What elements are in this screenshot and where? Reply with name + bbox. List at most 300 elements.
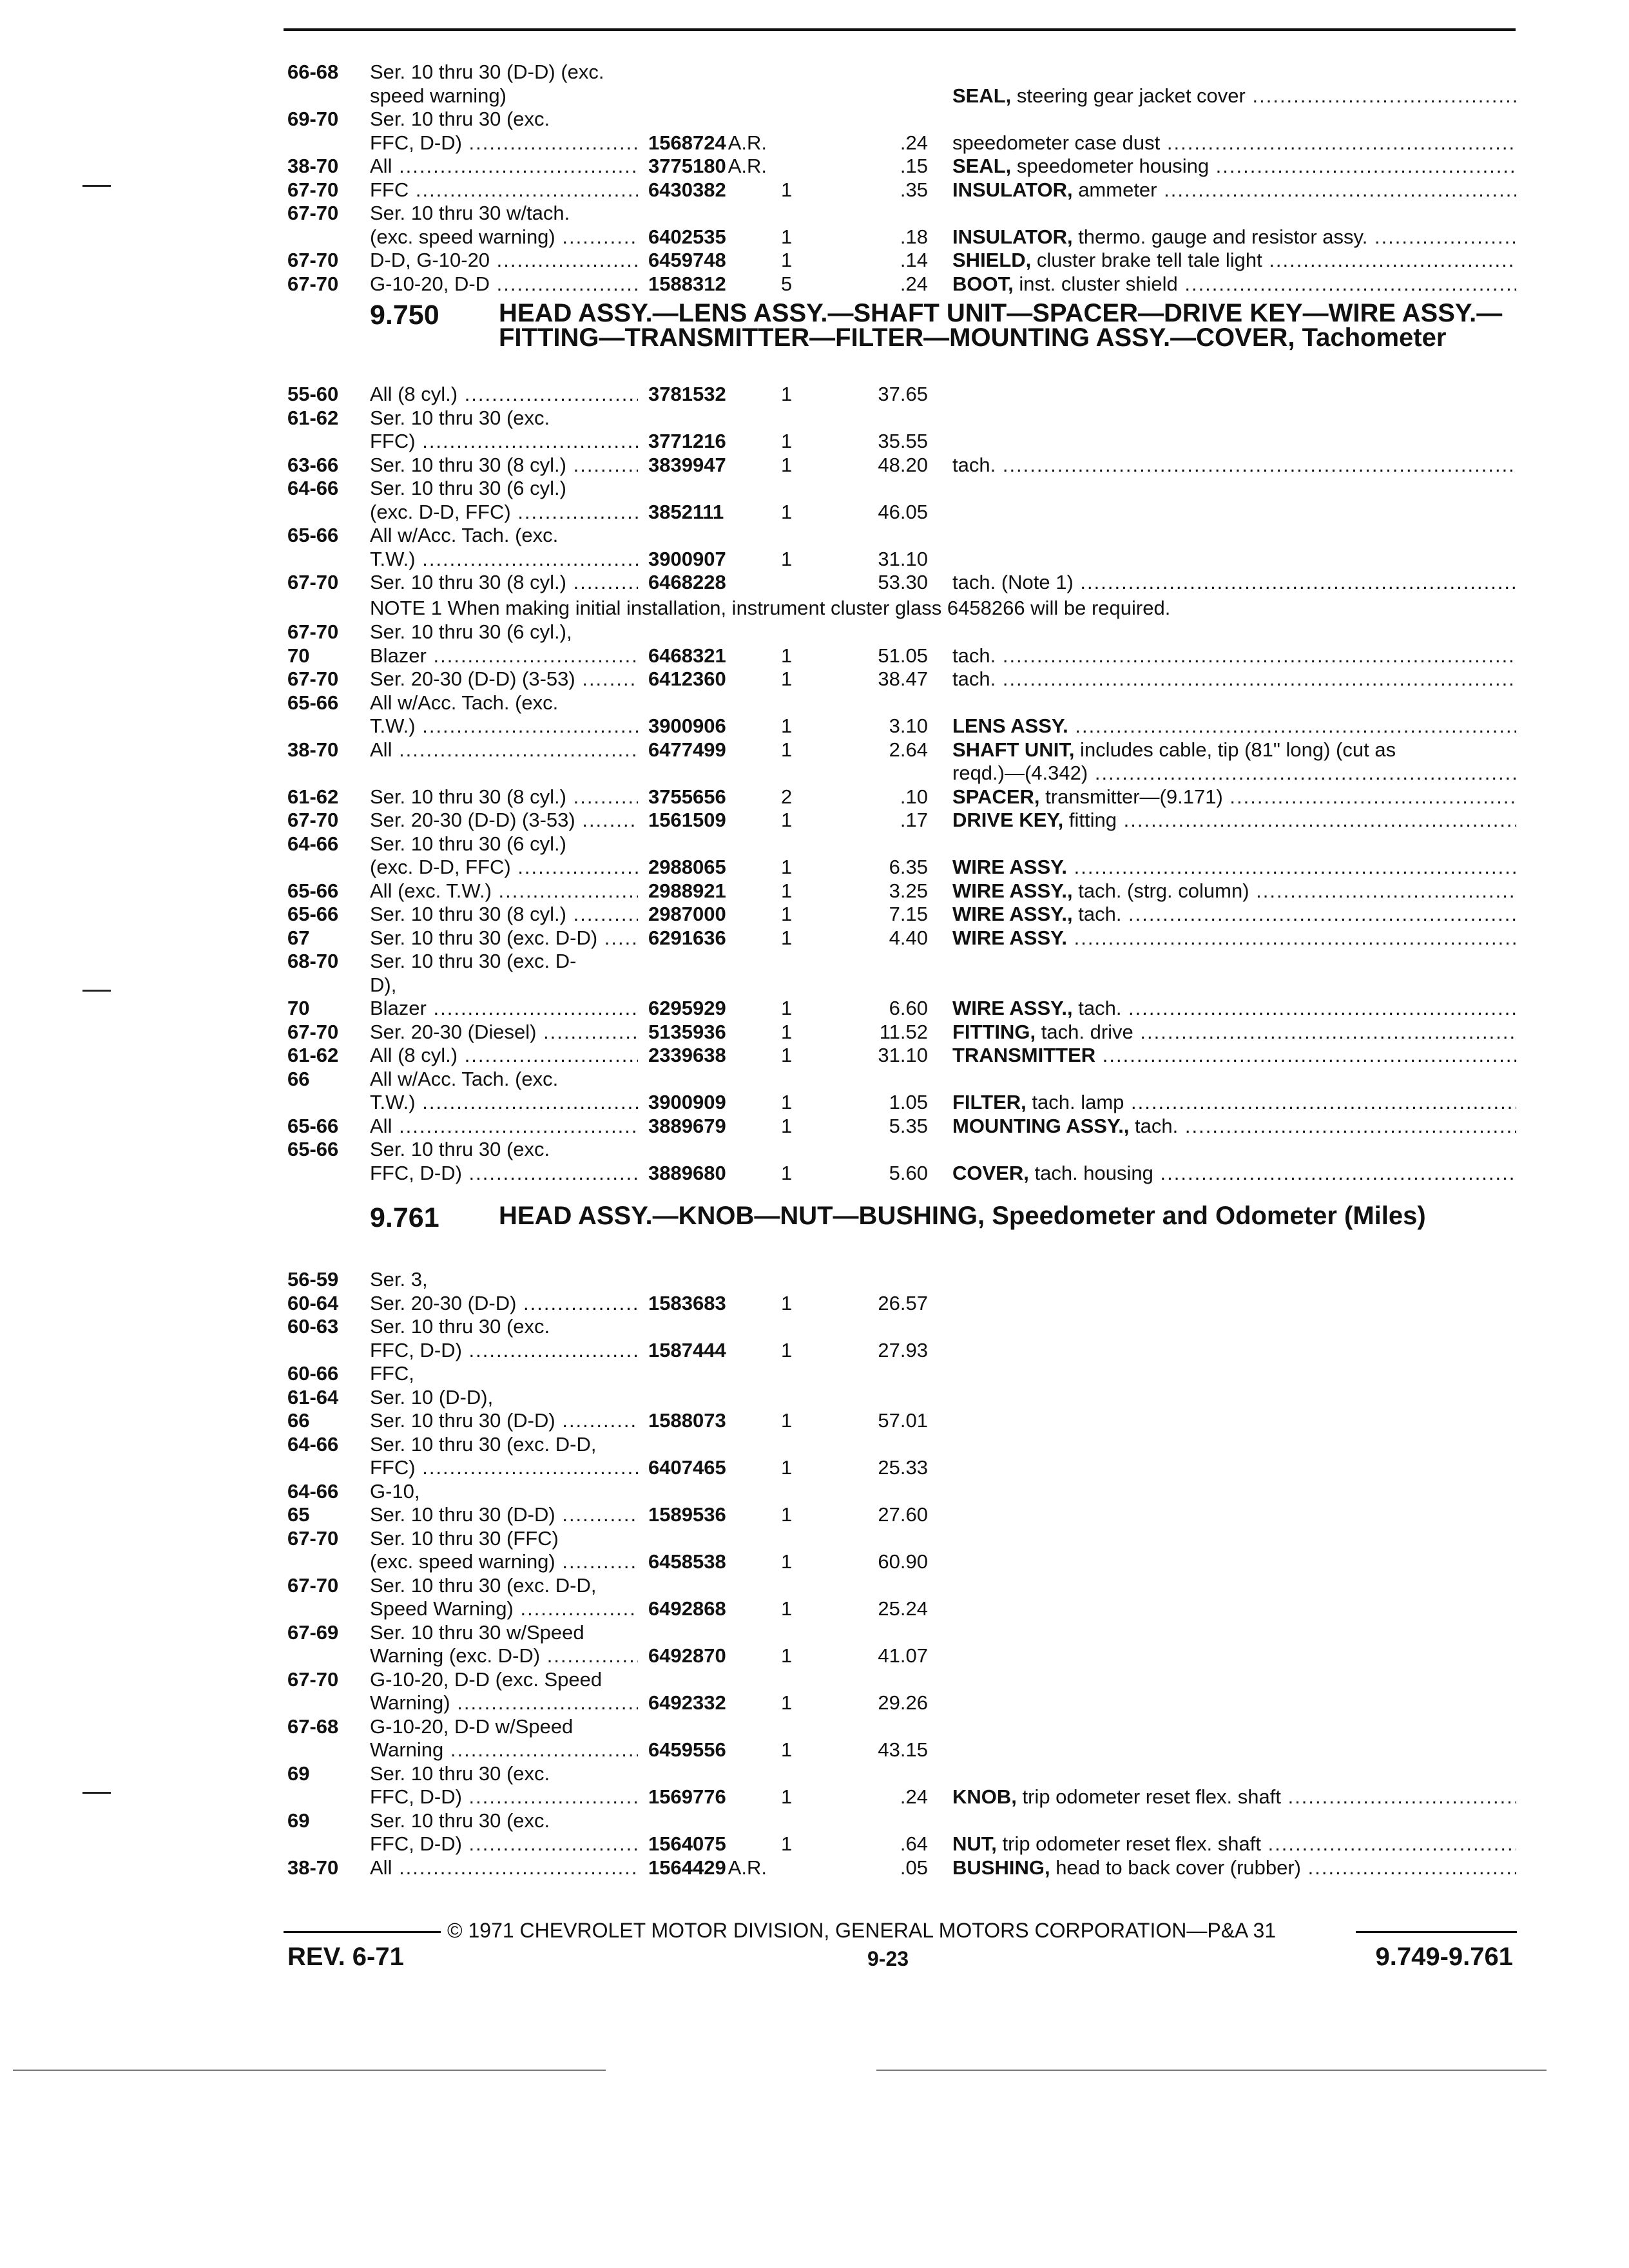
price: 6.35 bbox=[889, 856, 928, 878]
part-name: DRIVE KEY, bbox=[952, 809, 1064, 831]
part-name: SPACER, bbox=[952, 785, 1040, 808]
price: 37.65 bbox=[878, 383, 928, 405]
model-years: 67-70 bbox=[287, 571, 339, 593]
part-name: LENS ASSY. bbox=[952, 715, 1068, 737]
table-row bbox=[0, 1138, 1629, 1162]
part-number: 6458538 bbox=[648, 1550, 726, 1573]
application: Ser. 10 thru 30 w/tach. bbox=[370, 202, 570, 224]
price: 5.60 bbox=[889, 1161, 928, 1184]
application: FFC, D-D) ..... bbox=[370, 1339, 638, 1362]
part-name-cell bbox=[952, 668, 1516, 691]
table-row bbox=[0, 927, 1629, 951]
part-name: SEAL, bbox=[952, 155, 1012, 177]
table-row bbox=[0, 61, 1629, 85]
part-number: 6468321 bbox=[648, 644, 726, 667]
application: FFC, D-D) ..... bbox=[370, 1832, 638, 1856]
part-description: cluster brake tell tale light bbox=[1031, 249, 1262, 271]
application: All (8 cyl.) ..... bbox=[370, 383, 638, 406]
part-description: tach. housing bbox=[1028, 1161, 1153, 1184]
part-number-cell bbox=[648, 1832, 728, 1856]
part-number: 6407465 bbox=[648, 1456, 726, 1479]
quantity: 1 bbox=[781, 1785, 793, 1808]
price: 2.64 bbox=[889, 738, 928, 761]
part-name: WIRE ASSY. bbox=[952, 856, 1067, 878]
part-name-cell bbox=[952, 785, 1516, 809]
table-row bbox=[0, 1021, 1629, 1045]
model-years: 67-70 bbox=[287, 1526, 339, 1550]
table-row bbox=[0, 620, 1629, 645]
application: FFC, D-D) ..... bbox=[370, 1162, 638, 1185]
table-row bbox=[0, 155, 1629, 179]
quantity: 1 bbox=[781, 178, 793, 201]
application: speed warning) bbox=[370, 84, 506, 107]
application: Warning (exc. D-D) ..... bbox=[370, 1644, 638, 1667]
part-name: BUSHING, bbox=[952, 1856, 1050, 1879]
part-number: 3775180 bbox=[648, 155, 726, 177]
part-number-cell bbox=[648, 1574, 650, 1597]
table-row bbox=[0, 524, 1629, 548]
part-number: 3900909 bbox=[648, 1091, 726, 1113]
application: Ser. 10 thru 30 (exc. D- bbox=[370, 950, 577, 972]
model-years: 64-66 bbox=[287, 832, 339, 855]
part-name-cell bbox=[952, 1044, 1516, 1067]
part-number-cell bbox=[648, 1138, 650, 1161]
part-number-cell bbox=[648, 1409, 728, 1432]
quantity: 1 bbox=[781, 1409, 793, 1432]
part-name: NUT, bbox=[952, 1832, 997, 1855]
part-number: 6291636 bbox=[648, 926, 726, 949]
application: FFC, D-D) ..... bbox=[370, 131, 638, 155]
application: Ser. 10 thru 30 (exc. bbox=[370, 1315, 550, 1338]
part-number-cell bbox=[648, 620, 650, 644]
price: 29.26 bbox=[878, 1691, 928, 1714]
table-row bbox=[0, 249, 1629, 273]
part-number: 1583683 bbox=[648, 1291, 726, 1314]
quantity: 1 bbox=[781, 1161, 793, 1184]
price: 41.07 bbox=[878, 1644, 928, 1667]
part-number-cell bbox=[648, 1691, 728, 1715]
part-name-cell bbox=[952, 1162, 1516, 1185]
part-name-cell bbox=[952, 1091, 1516, 1114]
table-row bbox=[0, 738, 1629, 763]
part-name-cell bbox=[952, 997, 1516, 1020]
table-row bbox=[0, 1044, 1629, 1068]
table-row bbox=[0, 1339, 1629, 1363]
price: 7.15 bbox=[889, 903, 928, 925]
model-years: 38-70 bbox=[287, 155, 339, 177]
price: 46.05 bbox=[878, 500, 928, 523]
part-name: SHAFT UNIT, bbox=[952, 738, 1075, 761]
model-years: 67-70 bbox=[287, 1573, 339, 1597]
part-number-cell bbox=[648, 1597, 728, 1620]
table-row bbox=[0, 84, 1629, 109]
part-name: KNOB, bbox=[952, 1785, 1017, 1808]
application: G-10-20, D-D (exc. Speed bbox=[370, 1667, 602, 1691]
part-number-cell bbox=[648, 571, 728, 594]
table-row bbox=[0, 1809, 1629, 1834]
part-number-cell bbox=[648, 1480, 650, 1503]
table-row bbox=[0, 501, 1629, 525]
quantity: 1 bbox=[781, 715, 793, 737]
quantity: 1 bbox=[781, 1456, 793, 1479]
part-number: 2987000 bbox=[648, 903, 726, 925]
part-name-cell bbox=[952, 131, 1516, 155]
part-name: INSULATOR, bbox=[952, 225, 1073, 248]
part-name: INSULATOR, bbox=[952, 178, 1073, 201]
application: D), bbox=[370, 973, 397, 996]
price: .35 bbox=[900, 178, 928, 201]
part-description: head to back cover (rubber) bbox=[1050, 1856, 1302, 1879]
part-name-cell bbox=[952, 644, 1516, 668]
revision-label: REV. 6-71 bbox=[287, 1943, 404, 1971]
part-description: transmitter—(9.171) bbox=[1039, 785, 1223, 808]
part-name: TRANSMITTER bbox=[952, 1044, 1096, 1066]
part-description: tach. (Note 1) bbox=[952, 571, 1074, 593]
part-number-cell bbox=[648, 1809, 650, 1832]
section-title: HEAD ASSY.—KNOB—NUT—BUSHING, Speedometer and Odometer (Miles) bbox=[499, 1202, 1426, 1230]
application: Ser. 10 thru 30 (exc. bbox=[370, 108, 550, 130]
part-number: 2988065 bbox=[648, 856, 726, 878]
note-text: NOTE 1 When making initial installation, instrument cluster glass 6458266 will be required. bbox=[370, 597, 1171, 619]
part-name: WIRE ASSY., bbox=[952, 903, 1073, 925]
application: Ser. 10 thru 30 (D-D) ..... bbox=[370, 1503, 638, 1526]
part-number-cell bbox=[648, 644, 728, 668]
model-years: 61-62 bbox=[287, 1044, 339, 1066]
part-number: 6492870 bbox=[648, 1644, 726, 1667]
part-number-cell bbox=[648, 1315, 650, 1338]
part-number: 3755656 bbox=[648, 785, 726, 808]
part-number-cell bbox=[648, 785, 728, 809]
quantity: 1 bbox=[781, 1832, 793, 1855]
part-number: 2988921 bbox=[648, 879, 726, 902]
application: All w/Acc. Tach. (exc. bbox=[370, 1067, 559, 1090]
application: All w/Acc. Tach. (exc. bbox=[370, 691, 559, 714]
application: All ..... bbox=[370, 155, 638, 178]
part-number-cell bbox=[648, 974, 650, 997]
part-number-cell bbox=[648, 1621, 650, 1644]
part-number-cell bbox=[648, 1068, 650, 1091]
model-years: 67-70 bbox=[287, 1020, 339, 1043]
part-description: speedometer housing bbox=[1011, 155, 1210, 177]
price: 25.33 bbox=[878, 1456, 928, 1479]
application: Ser. 10 thru 30 (D-D) ..... bbox=[370, 1409, 638, 1432]
part-number-cell bbox=[648, 762, 650, 785]
application: Ser. 10 thru 30 (exc. bbox=[370, 406, 550, 429]
part-number-cell bbox=[648, 524, 650, 547]
model-years: 64-66 bbox=[287, 1479, 339, 1503]
application: FFC, bbox=[370, 1362, 414, 1385]
quantity: 1 bbox=[781, 644, 793, 667]
part-number-cell bbox=[648, 1738, 728, 1762]
application: T.W.) ..... bbox=[370, 715, 638, 738]
price: .05 bbox=[900, 1856, 928, 1879]
part-number: 1564429 bbox=[648, 1856, 726, 1879]
part-description: inst. cluster shield bbox=[1013, 272, 1178, 295]
price: 26.57 bbox=[878, 1291, 928, 1314]
part-number: 6459556 bbox=[648, 1738, 726, 1761]
table-row bbox=[0, 1503, 1629, 1528]
part-name-cell bbox=[952, 249, 1516, 272]
copyright-line: © 1971 CHEVROLET MOTOR DIVISION, GENERAL MOTORS CORPORATION—P&A 31 bbox=[447, 1919, 1277, 1942]
table-row bbox=[0, 1856, 1629, 1881]
part-number: 6468228 bbox=[648, 571, 726, 593]
quantity-note: A.R. bbox=[728, 155, 767, 177]
application: Speed Warning) ..... bbox=[370, 1597, 638, 1620]
quantity: 1 bbox=[781, 1550, 793, 1573]
table-row bbox=[0, 1691, 1629, 1716]
price: .64 bbox=[900, 1832, 928, 1855]
model-years: 38-70 bbox=[287, 738, 339, 761]
application: Ser. 10 thru 30 (8 cyl.) ..... bbox=[370, 903, 638, 926]
part-number-cell bbox=[648, 155, 767, 178]
part-number: 3889680 bbox=[648, 1161, 726, 1184]
part-name-cell bbox=[952, 738, 1516, 762]
model-years: 65-66 bbox=[287, 691, 339, 714]
part-number-cell bbox=[648, 832, 650, 856]
quantity: 1 bbox=[781, 997, 793, 1019]
part-name-cell bbox=[952, 178, 1516, 202]
price: 60.90 bbox=[878, 1550, 928, 1573]
part-name-cell bbox=[952, 903, 1516, 926]
part-name-cell bbox=[952, 879, 1516, 903]
quantity: 1 bbox=[781, 1044, 793, 1066]
part-number: 3839947 bbox=[648, 453, 726, 476]
quantity: 1 bbox=[781, 1691, 793, 1714]
price: .24 bbox=[900, 272, 928, 295]
part-name: BOOT, bbox=[952, 272, 1014, 295]
part-name-cell bbox=[952, 1785, 1516, 1809]
part-description: tach. bbox=[1072, 903, 1122, 925]
application: All ..... bbox=[370, 1115, 638, 1138]
application: (exc. speed warning) ..... bbox=[370, 1550, 638, 1573]
model-years: 61-64 bbox=[287, 1385, 339, 1408]
part-name: WIRE ASSY., bbox=[952, 879, 1073, 902]
section-title: HEAD ASSY.—LENS ASSY.—SHAFT UNIT—SPACER—DRIVE KEY—WIRE ASSY.—FITTING—TRANSMITTER—FILTER—MOUNTING ASSY.—COVER, Tachometer bbox=[499, 299, 1503, 352]
section-range: 9.749-9.761 bbox=[1375, 1943, 1513, 1971]
quantity: 1 bbox=[781, 903, 793, 925]
application: Warning) ..... bbox=[370, 1691, 638, 1715]
part-number: 3900907 bbox=[648, 547, 726, 570]
part-number-cell bbox=[648, 691, 650, 715]
application: All w/Acc. Tach. (exc. bbox=[370, 524, 559, 546]
price: 38.47 bbox=[878, 668, 928, 690]
part-name: SEAL, bbox=[952, 84, 1012, 107]
part-number: 6459748 bbox=[648, 249, 726, 271]
quantity: 1 bbox=[781, 738, 793, 761]
table-row bbox=[0, 1668, 1629, 1693]
table-row bbox=[0, 644, 1629, 669]
model-years: 67-69 bbox=[287, 1620, 339, 1644]
table-row bbox=[0, 715, 1629, 739]
application: G-10-20, D-D w/Speed bbox=[370, 1715, 574, 1738]
quantity: 1 bbox=[781, 1644, 793, 1667]
model-years: 67-70 bbox=[287, 249, 339, 271]
price: .15 bbox=[900, 155, 928, 177]
application: (exc. D-D, FFC) ..... bbox=[370, 501, 638, 524]
application: Warning ..... bbox=[370, 1738, 638, 1762]
part-description: tach. bbox=[952, 453, 996, 476]
part-number-cell bbox=[648, 548, 728, 571]
model-years: 67-70 bbox=[287, 809, 339, 831]
part-number-cell bbox=[648, 407, 650, 430]
page-number: 9-23 bbox=[867, 1947, 909, 1970]
part-number-cell bbox=[648, 1550, 728, 1573]
part-number: 3900906 bbox=[648, 715, 726, 737]
table-row bbox=[0, 430, 1629, 454]
quantity: 1 bbox=[781, 856, 793, 878]
application: G-10-20, D-D ..... bbox=[370, 273, 638, 296]
part-name-cell bbox=[952, 155, 1516, 178]
table-row bbox=[0, 974, 1629, 998]
part-number-cell bbox=[648, 202, 650, 225]
quantity: 1 bbox=[781, 500, 793, 523]
quantity: 1 bbox=[781, 926, 793, 949]
part-number-cell bbox=[648, 61, 650, 84]
price: .24 bbox=[900, 1785, 928, 1808]
price: 51.05 bbox=[878, 644, 928, 667]
model-years: 65-66 bbox=[287, 879, 339, 902]
model-years: 38-70 bbox=[287, 1856, 339, 1879]
application: Ser. 10 thru 30 (8 cyl.) ..... bbox=[370, 454, 638, 477]
model-years: 66 bbox=[287, 1409, 310, 1432]
part-description: tach. bbox=[1129, 1114, 1179, 1137]
part-number-cell bbox=[648, 1362, 650, 1385]
table-row bbox=[0, 131, 1629, 156]
model-years: 65-66 bbox=[287, 903, 339, 925]
part-number-cell bbox=[648, 1762, 650, 1785]
quantity: 1 bbox=[781, 668, 793, 690]
part-number-cell bbox=[648, 84, 650, 108]
part-name-cell bbox=[952, 273, 1516, 296]
quantity: 1 bbox=[781, 1291, 793, 1314]
price: 25.24 bbox=[878, 1597, 928, 1620]
application: Ser. 10 thru 30 (exc. D-D, bbox=[370, 1432, 597, 1456]
part-number: 3781532 bbox=[648, 383, 726, 405]
quantity: 1 bbox=[781, 809, 793, 831]
price: 11.52 bbox=[879, 1020, 928, 1043]
application: FFC ..... bbox=[370, 178, 638, 202]
table-row bbox=[0, 1527, 1629, 1552]
model-years: 69 bbox=[287, 1809, 310, 1832]
application: FFC) ..... bbox=[370, 430, 638, 453]
quantity: 1 bbox=[781, 1338, 793, 1361]
part-number: 1569776 bbox=[648, 1785, 726, 1808]
table-row bbox=[0, 273, 1629, 297]
table-row bbox=[0, 856, 1629, 880]
model-years: 67-70 bbox=[287, 1667, 339, 1691]
part-number: 6477499 bbox=[648, 738, 726, 761]
table-row bbox=[0, 879, 1629, 904]
model-years: 56-59 bbox=[287, 1268, 339, 1291]
part-description: tach. bbox=[952, 668, 996, 690]
price: 43.15 bbox=[878, 1738, 928, 1761]
part-name: WIRE ASSY., bbox=[952, 997, 1073, 1019]
part-name-cell bbox=[952, 715, 1516, 738]
part-number-cell bbox=[648, 1785, 728, 1809]
application: Ser. 10 thru 30 (FFC) bbox=[370, 1526, 559, 1550]
model-years: 55-60 bbox=[287, 383, 339, 405]
model-years: 66-68 bbox=[287, 61, 339, 83]
part-name-cell bbox=[952, 226, 1516, 249]
table-row bbox=[0, 1597, 1629, 1622]
part-number: 3852111 bbox=[648, 500, 724, 523]
part-number-cell bbox=[648, 501, 726, 524]
price: .10 bbox=[900, 785, 928, 808]
part-number: 1588073 bbox=[648, 1409, 726, 1432]
quantity: 1 bbox=[781, 383, 793, 405]
part-number-cell bbox=[648, 715, 728, 738]
part-number: 6412360 bbox=[648, 668, 726, 690]
model-years: 64-66 bbox=[287, 477, 339, 499]
model-years: 67-70 bbox=[287, 178, 339, 201]
price: 3.10 bbox=[889, 715, 928, 737]
part-name-cell bbox=[952, 1856, 1516, 1879]
part-name-cell bbox=[952, 84, 1516, 108]
price: 1.05 bbox=[889, 1091, 928, 1113]
table-row bbox=[0, 226, 1629, 250]
price: 48.20 bbox=[878, 453, 928, 476]
application: All ..... bbox=[370, 738, 638, 762]
model-years: 65-66 bbox=[287, 1114, 339, 1137]
part-number: 6492868 bbox=[648, 1597, 726, 1620]
part-name-cell bbox=[952, 809, 1516, 832]
table-row bbox=[0, 1409, 1629, 1434]
model-years: 63-66 bbox=[287, 453, 339, 476]
part-number: 3771216 bbox=[648, 430, 726, 452]
price: 31.10 bbox=[878, 1044, 928, 1066]
part-number: 6492332 bbox=[648, 1691, 726, 1714]
part-number-cell bbox=[648, 1386, 650, 1409]
model-years: 67-70 bbox=[287, 668, 339, 690]
price: 27.60 bbox=[878, 1503, 928, 1526]
table-row bbox=[0, 1115, 1629, 1139]
part-name: COVER, bbox=[952, 1161, 1029, 1184]
price: 53.30 bbox=[878, 571, 928, 593]
table-row bbox=[0, 571, 1629, 595]
quantity: 1 bbox=[781, 430, 793, 452]
table-row bbox=[0, 108, 1629, 132]
application: Ser. 10 thru 30 (6 cyl.) bbox=[370, 477, 566, 499]
price: 31.10 bbox=[878, 547, 928, 570]
table-row bbox=[0, 1091, 1629, 1115]
part-name: SHIELD, bbox=[952, 249, 1032, 271]
table-row bbox=[0, 178, 1629, 203]
table-row bbox=[0, 832, 1629, 857]
part-number: 5135936 bbox=[648, 1020, 726, 1043]
application: All (exc. T.W.) ..... bbox=[370, 879, 638, 903]
part-number: 1588312 bbox=[648, 272, 726, 295]
model-years: 65 bbox=[287, 1503, 310, 1526]
part-description: tach. bbox=[1072, 997, 1122, 1019]
quantity: 1 bbox=[781, 453, 793, 476]
part-number-cell bbox=[648, 1644, 728, 1667]
part-number: 1561509 bbox=[648, 809, 726, 831]
price: 5.35 bbox=[889, 1114, 928, 1137]
table-row bbox=[0, 1386, 1629, 1410]
model-years: 69-70 bbox=[287, 108, 339, 130]
table-row bbox=[0, 785, 1629, 810]
quantity: 1 bbox=[781, 225, 793, 248]
part-number-cell bbox=[648, 108, 650, 131]
model-years: 67-70 bbox=[287, 620, 339, 643]
part-name: FILTER, bbox=[952, 1091, 1027, 1113]
table-row bbox=[0, 903, 1629, 927]
application: Ser. 10 (D-D), bbox=[370, 1385, 494, 1408]
quantity: 1 bbox=[781, 1503, 793, 1526]
quantity: 1 bbox=[781, 547, 793, 570]
table-row bbox=[0, 1550, 1629, 1575]
quantity: 1 bbox=[781, 1114, 793, 1137]
